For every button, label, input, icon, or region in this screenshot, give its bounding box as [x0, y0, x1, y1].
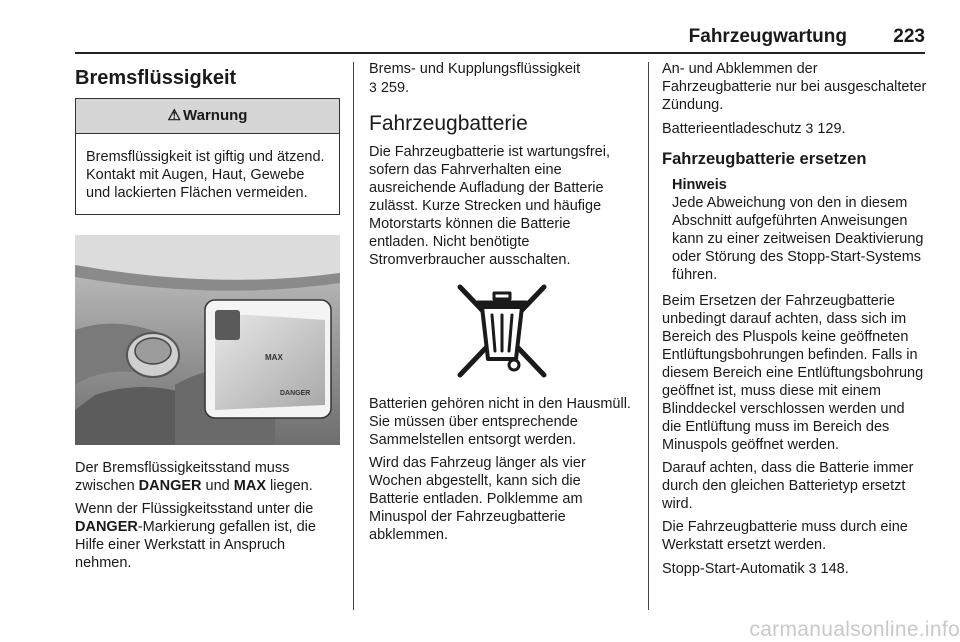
page-section-title: Fahrzeugwartung — [688, 26, 847, 47]
section-heading: Bremsflüssigkeit — [75, 67, 237, 89]
column-left — [75, 60, 340, 577]
warning-box — [75, 98, 340, 215]
warning-text: Bremsflüssigkeit ist giftig und ätzend. Kontakt mit Augen, Haut, Gewebe und lackierten Flächen vermeiden. — [86, 149, 325, 201]
paragraph: Die Fahrzeugbatterie ist wartungsfrei, sofern das Fahrverhalten eine ausreichende Aufladung der Batterie zulässt. Kurze Strecken und häufige Motorstarts können die Batterie entladen. Nicht benötigte Stromverbraucher ausschalten. — [369, 144, 610, 268]
column-right — [662, 60, 927, 583]
paragraph: Darauf achten, dass die Batterie immer durch den gleichen Batterietyp ersetzt wird. — [662, 460, 914, 512]
max-marking: MAX — [265, 353, 283, 362]
danger-marking: DANGER — [280, 390, 311, 397]
warning-header — [76, 99, 339, 134]
note-text: Jede Abweichung von den in diesem Abschnitt aufgeführten Anweisungen kann zu einer zeitweisen Deaktivierung oder Störung des Stopp-Start-Systems führen. — [672, 195, 924, 283]
cross-reference[interactable]: Batterieentladeschutz 3 129. — [662, 120, 846, 137]
paragraph: An- und Abklemmen der Fahrzeugbatterie nur bei ausgeschalteter Zündung. — [662, 61, 927, 113]
column-divider — [353, 62, 354, 610]
note-box — [662, 176, 927, 284]
column-divider — [648, 62, 649, 610]
warning-title: Warnung — [183, 107, 248, 124]
arrow-reference-icon: 3 — [369, 79, 377, 95]
crossed-out-bin-icon — [452, 281, 552, 381]
arrow-reference-icon: 3 — [808, 560, 817, 576]
section-heading: Fahrzeugbatterie — [369, 112, 528, 135]
paragraph: Wenn der Flüssigkeitsstand unter die DANGER-Markierung gefallen ist, die Hilfe einer Werkstatt in Anspruch nehmen. — [75, 501, 316, 571]
note-title: Hinweis — [672, 177, 727, 193]
subsection-heading: Fahrzeugbatterie ersetzen — [662, 150, 867, 168]
paragraph: Die Fahrzeugbatterie muss durch eine Werkstatt ersetzt werden. — [662, 519, 908, 553]
paragraph: Wird das Fahrzeug länger als vier Wochen abgestellt, kann sich die Batterie entladen. Polklemme am Minuspol der Fahrzeugbatterie abklemmen. — [369, 455, 586, 543]
paragraph: Der Bremsflüssigkeitsstand muss zwischen DANGER und MAX liegen. — [75, 460, 313, 494]
cross-reference[interactable]: Brems- und Kupplungsflüssigkeit 3 259. — [369, 61, 581, 96]
paragraph: Beim Ersetzen der Fahrzeugbatterie unbedingt darauf achten, dass sich im Bereich des Pluspols keine geöffneten Entlüftungsbohrungen befinden. Falls in diesem Bereich eine Entlüftungsbohrung geöffnet ist, muss diese mit einem Blinddeckel verschlossen werden und die Entlüftung muss im Bereich des Minuspols geöffnet werden. — [662, 293, 924, 453]
page-header — [75, 22, 925, 54]
column-middle — [369, 60, 634, 549]
paragraph: Batterien gehören nicht in den Hausmüll. Sie müssen über entsprechende Sammelstellen entsorgt werden. — [369, 396, 631, 448]
brake-fluid-reservoir-photo — [75, 235, 340, 445]
warning-triangle-icon: ⚠ — [167, 107, 181, 124]
watermark: carmanualsonline.info — [749, 618, 960, 641]
page-number: 223 — [893, 26, 925, 47]
cross-reference[interactable]: Stopp-Start-Automatik 3 148. — [662, 560, 849, 577]
arrow-reference-icon: 3 — [805, 120, 814, 136]
